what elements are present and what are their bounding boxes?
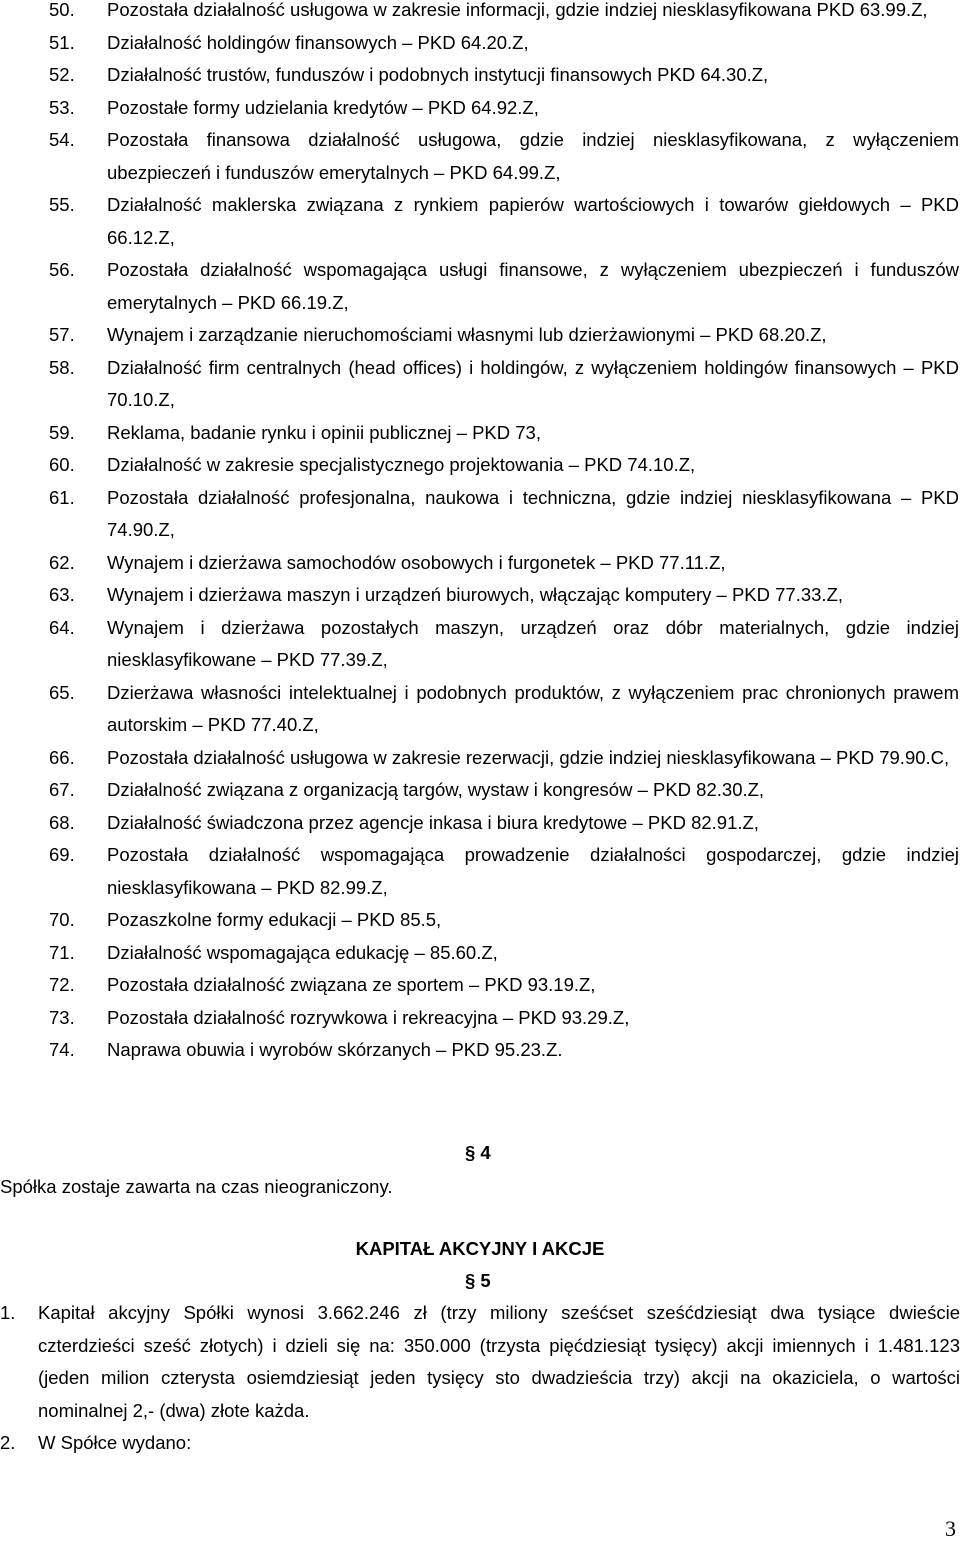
list-item-number: 50. <box>49 0 75 20</box>
list-item <box>0 547 960 580</box>
list-item <box>0 482 960 547</box>
list-item-text: Reklama, badanie rynku i opinii publicznej – PKD 73, <box>107 421 541 443</box>
list-item <box>0 417 960 450</box>
list-item <box>0 807 960 840</box>
list-item-text: Pozaszkolne formy edukacji – PKD 85.5, <box>107 909 442 930</box>
capital-clause <box>0 1297 960 1427</box>
list-item <box>0 969 960 1002</box>
list-item-number: 71. <box>49 941 75 963</box>
section-5-marker: § 5 <box>465 1270 491 1291</box>
list-item <box>0 189 960 254</box>
list-item <box>0 124 960 189</box>
list-item-number: 67. <box>49 779 75 800</box>
list-item-text: Pozostałe formy udzielania kredytów – PKD 64.92.Z, <box>107 96 539 118</box>
list-item-number: 56. <box>49 259 75 280</box>
capital-heading: KAPITAŁ AKCYJNY I AKCJE <box>355 1238 605 1259</box>
list-item-text: Pozostała działalność wspomagająca usługi finansowe, z wyłączeniem ubezpieczeń i funduszów emerytalnych – PKD 66.19.Z, <box>107 259 959 313</box>
list-item-number: 54. <box>49 129 75 150</box>
list-item <box>0 27 960 60</box>
list-item-text: Pozostała działalność wspomagająca prowadzenie działalności gospodarczej, gdzie indziej niesklasyfikowana – PKD 82.99.Z, <box>107 844 959 898</box>
list-item <box>0 59 960 92</box>
list-item <box>0 0 960 27</box>
capital-clause-list <box>0 1297 960 1460</box>
list-item-number: 66. <box>49 746 75 768</box>
capital-clause <box>0 1427 960 1460</box>
list-item-number: 72. <box>49 974 75 995</box>
list-item <box>0 579 960 612</box>
list-item-text: Dzierżawa własności intelektualnej i podobnych produktów, z wyłączeniem prac chronionych prawem autorskim – PKD 77.40.Z, <box>107 681 959 735</box>
list-item <box>0 742 960 775</box>
list-item-text: Pozostała działalność usługowa w zakresie informacji, gdzie indziej niesklasyfikowana PKD 63.99.Z, <box>107 0 928 20</box>
capital-clause-text: Kapitał akcyjny Spółki wynosi 3.662.246 zł (trzy miliony sześćset sześćdziesiąt dwa tysiące dwieście czterdzieści sześć złotych) i dzieli się na: 350.000 (trzysta pięćdziesiąt tysięcy) akcji imiennych i 1.481.123 (jeden milion czterysta osiemdziesiąt jeden tysięcy sto dwadzieścia trzy) akcji na okaziciela, o wartości nominalnej 2,- (dwa) złote każda. <box>38 1302 960 1421</box>
duration-clause: Spółka zostaje zawarta na czas nieograniczony. <box>0 1176 393 1197</box>
list-item-text: Działalność wspomagająca edukację – 85.60.Z, <box>107 941 498 963</box>
capital-clause-number: 1. <box>0 1302 16 1323</box>
list-item-number: 62. <box>49 551 75 573</box>
list-item-number: 73. <box>49 1006 75 1028</box>
list-item <box>0 352 960 417</box>
list-item-number: 58. <box>49 356 75 378</box>
page-number: 3 <box>945 1516 956 1541</box>
list-item-text: Działalność świadczona przez agencje inkasa i biura kredytowe – PKD 82.91.Z, <box>107 811 759 833</box>
list-item-number: 74. <box>49 1039 75 1060</box>
list-item-text: Pozostała działalność usługowa w zakresie rezerwacji, gdzie indziej niesklasyfikowana – PKD 79.90.C, <box>107 746 950 768</box>
list-item-text: Pozostała działalność rozrywkowa i rekreacyjna – PKD 93.29.Z, <box>107 1006 630 1028</box>
list-item-text: Pozostała działalność związana ze sportem – PKD 93.19.Z, <box>107 974 596 995</box>
list-item-text: Pozostała działalność profesjonalna, naukowa i techniczna, gdzie indziej niesklasyfikowana – PKD 74.90.Z, <box>107 486 959 540</box>
list-item-number: 60. <box>49 454 75 475</box>
list-item <box>0 937 960 970</box>
list-item <box>0 1034 960 1067</box>
list-item <box>0 92 960 125</box>
list-item-text: Pozostała finansowa działalność usługowa, gdzie indziej niesklasyfikowana, z wyłączeniem ubezpieczeń i funduszów emerytalnych – PKD 64.99.Z, <box>107 129 959 183</box>
section-4-marker: § 4 <box>465 1142 491 1163</box>
list-item-text: Wynajem i dzierżawa samochodów osobowych i furgonetek – PKD 77.11.Z, <box>107 551 726 573</box>
list-item <box>0 319 960 352</box>
list-item-text: Wynajem i zarządzanie nieruchomościami własnymi lub dzierżawionymi – PKD 68.20.Z, <box>107 324 827 345</box>
list-item <box>0 1002 960 1035</box>
list-item-number: 63. <box>49 584 75 605</box>
list-item-number: 53. <box>49 96 75 118</box>
list-item-text: Naprawa obuwia i wyrobów skórzanych – PKD 95.23.Z. <box>107 1039 563 1060</box>
list-item-number: 65. <box>49 681 75 703</box>
list-item <box>0 449 960 482</box>
list-item <box>0 612 960 677</box>
list-item-text: Działalność trustów, funduszów i podobnych instytucji finansowych PKD 64.30.Z, <box>107 64 769 85</box>
list-item-number: 64. <box>49 616 75 638</box>
list-item <box>0 677 960 742</box>
list-item-text: Działalność maklerska związana z rynkiem papierów wartościowych i towarów giełdowych – PKD 66.12.Z, <box>107 194 959 248</box>
list-item <box>0 839 960 904</box>
list-item-number: 52. <box>49 64 75 85</box>
list-item-number: 59. <box>49 421 75 443</box>
list-item <box>0 904 960 937</box>
capital-clause-number: 2. <box>0 1432 16 1453</box>
list-item-number: 57. <box>49 324 75 345</box>
list-item <box>0 774 960 807</box>
list-item-text: Działalność firm centralnych (head offices) i holdingów, z wyłączeniem holdingów finansowych – PKD 70.10.Z, <box>107 356 959 410</box>
list-item-text: Wynajem i dzierżawa maszyn i urządzeń biurowych, włączając komputery – PKD 77.33.Z, <box>107 584 844 605</box>
list-item-number: 68. <box>49 811 75 833</box>
list-item-number: 51. <box>49 31 75 53</box>
capital-clause-text: W Spółce wydano: <box>38 1432 192 1453</box>
list-item-number: 69. <box>49 844 75 865</box>
list-item-text: Wynajem i dzierżawa pozostałych maszyn, urządzeń oraz dóbr materialnych, gdzie indziej niesklasyfikowane – PKD 77.39.Z, <box>107 616 959 670</box>
list-item-number: 55. <box>49 194 75 215</box>
list-item <box>0 254 960 319</box>
list-item-text: Działalność holdingów finansowych – PKD 64.20.Z, <box>107 31 529 53</box>
list-item-text: Działalność związana z organizacją targów, wystaw i kongresów – PKD 82.30.Z, <box>107 779 765 800</box>
list-item-number: 61. <box>49 486 75 508</box>
list-item-number: 70. <box>49 909 75 930</box>
list-item-text: Działalność w zakresie specjalistycznego projektowania – PKD 74.10.Z, <box>107 454 696 475</box>
